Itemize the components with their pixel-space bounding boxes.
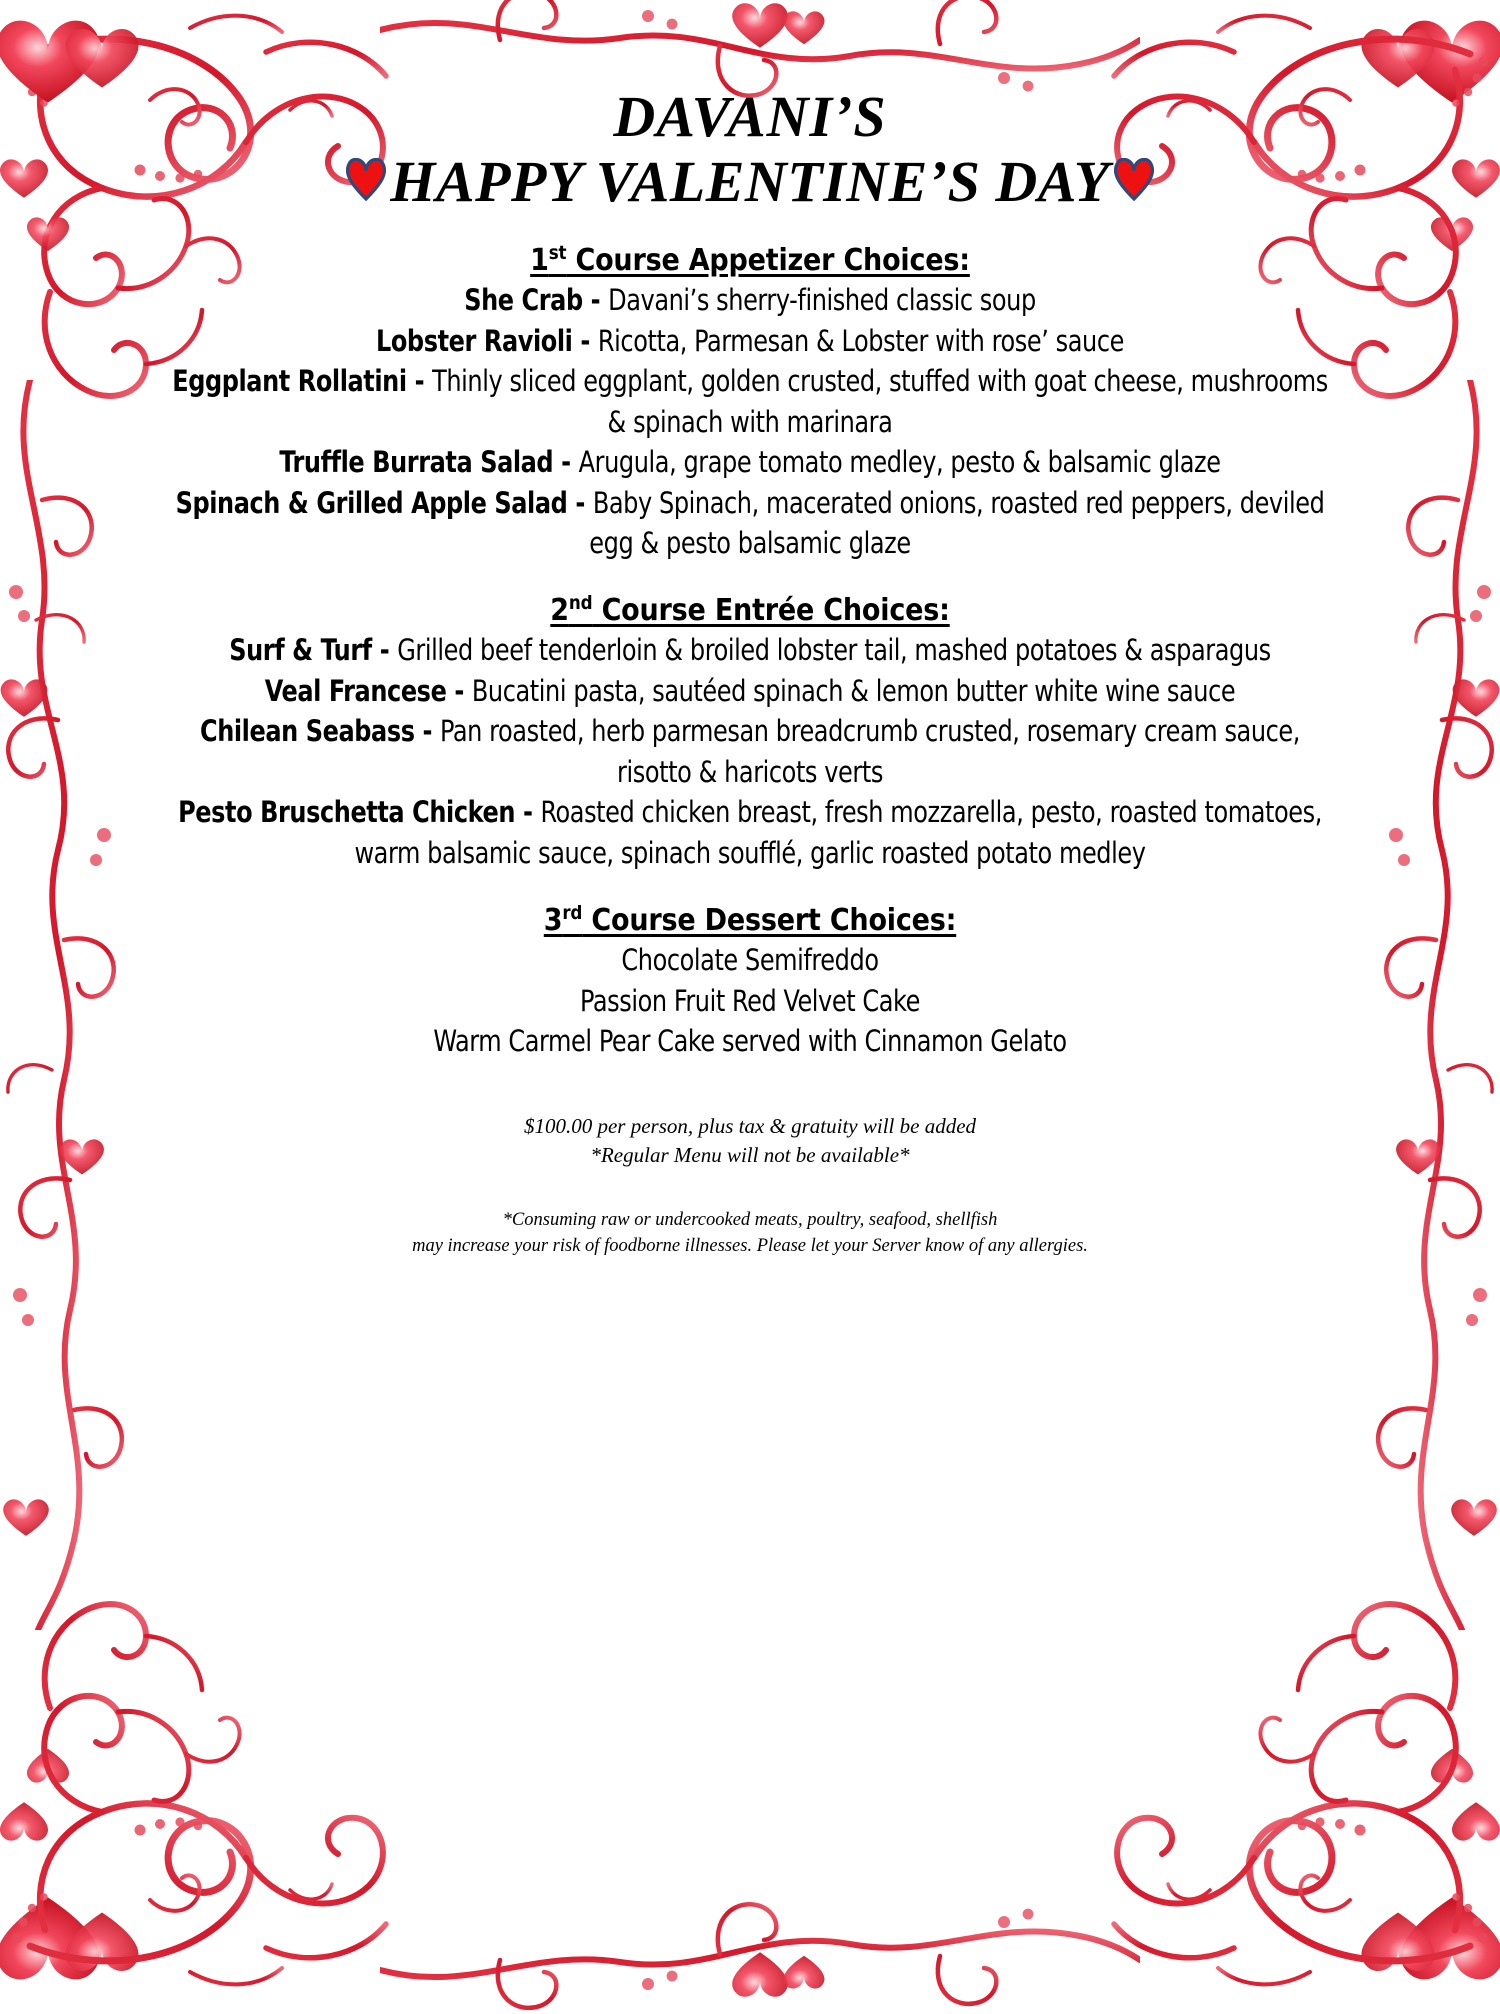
menu-item bbox=[169, 630, 1332, 670]
pricing-note bbox=[118, 1112, 1382, 1172]
page-title bbox=[118, 148, 1382, 214]
menu-item-description: Arugula, grape tomato medley, pesto & balsamic glaze bbox=[578, 445, 1221, 480]
menu-item-description: Roasted chicken breast, fresh mozzarella, pesto, roasted tomatoes, warm balsamic sauce, spinach soufflé, garlic roasted potato medley bbox=[354, 795, 1322, 870]
menu-item-separator: - bbox=[567, 485, 593, 520]
menu-item-name: Spinach & Grilled Apple Salad bbox=[175, 485, 568, 520]
menu-item-description: Bucatini pasta, sautéed spinach & lemon butter white wine sauce bbox=[471, 673, 1236, 708]
restaurant-name: DAVANI’S bbox=[613, 84, 887, 149]
menu-item bbox=[169, 280, 1332, 320]
menu-item-name: Eggplant Rollatini bbox=[172, 364, 407, 399]
menu-item: Passion Fruit Red Velvet Cake bbox=[580, 983, 920, 1018]
menu-item bbox=[169, 671, 1332, 711]
menu-item-separator: - bbox=[371, 633, 398, 668]
menu-item-description: Davani’s sherry-finished classic soup bbox=[608, 283, 1036, 318]
price-per-person: $100.00 per person, plus tax & gratuity will be added bbox=[523, 1113, 977, 1138]
course-section-2 bbox=[118, 593, 1382, 873]
menu-item: Warm Carmel Pear Cake served with Cinnamon Gelato bbox=[433, 1024, 1067, 1059]
health-disclaimer bbox=[118, 1207, 1382, 1260]
occasion-title-text: HAPPY VALENTINE’S DAY bbox=[390, 148, 1110, 214]
disclaimer-line-1: *Consuming raw or undercooked meats, poultry, seafood, shellfish bbox=[502, 1210, 998, 1231]
menu-item-description: Grilled beef tenderloin & broiled lobster tail, mashed potatoes & asparagus bbox=[397, 633, 1271, 668]
disclaimer-line-2: may increase your risk of foodborne illnesses. Please let your Server know of any allergies. bbox=[412, 1236, 1088, 1257]
menu-item-name: Veal Francese bbox=[264, 673, 447, 708]
menu-item-separator: - bbox=[572, 323, 598, 358]
menu-item-description: Baby Spinach, macerated onions, roasted red peppers, deviled egg & pesto balsamic glaze bbox=[589, 485, 1325, 560]
heart-icon bbox=[346, 158, 386, 202]
menu-item bbox=[169, 442, 1332, 482]
menu-item bbox=[169, 321, 1332, 361]
menu-item-name: Chilean Seabass bbox=[199, 714, 415, 749]
regular-menu-note: *Regular Menu will not be available* bbox=[590, 1143, 910, 1168]
course-heading-1: 1st Course Appetizer Choices: bbox=[530, 243, 970, 279]
course-heading-3: 3rd Course Dessert Choices: bbox=[543, 903, 957, 939]
course-heading-2: 2nd Course Entrée Choices: bbox=[550, 593, 950, 629]
menu-item-separator: - bbox=[582, 283, 609, 318]
menu-item-separator: - bbox=[406, 364, 433, 399]
menu-item-separator: - bbox=[414, 714, 441, 749]
menu-item bbox=[169, 792, 1332, 873]
course-section-1 bbox=[118, 243, 1382, 563]
heart-icon bbox=[1114, 158, 1154, 202]
menu-item-description: Thinly sliced eggplant, golden crusted, stuffed with goat cheese, mushrooms & spinach with marinara bbox=[432, 364, 1328, 439]
menu-item-name: She Crab bbox=[464, 283, 583, 318]
menu-item-name: Lobster Ravioli bbox=[375, 323, 573, 358]
menu-item-description: Pan roasted, herb parmesan breadcrumb crusted, rosemary cream sauce, risotto & haricots verts bbox=[440, 714, 1300, 789]
menu-item-separator: - bbox=[515, 795, 541, 830]
menu-item-separator: - bbox=[446, 673, 472, 708]
menu-item: Chocolate Semifreddo bbox=[621, 943, 879, 978]
menu-item bbox=[169, 711, 1332, 792]
menu-item-separator: - bbox=[553, 445, 579, 480]
menu-item-name: Pesto Bruschetta Chicken bbox=[178, 795, 516, 830]
course-section-3 bbox=[118, 903, 1382, 1061]
menu-item-description: Ricotta, Parmesan & Lobster with rose’ sauce bbox=[597, 323, 1125, 358]
menu-item-name: Truffle Burrata Salad bbox=[279, 445, 554, 480]
menu-item bbox=[169, 483, 1332, 564]
menu-item-name: Surf & Turf bbox=[229, 633, 372, 668]
menu-item bbox=[169, 361, 1332, 442]
